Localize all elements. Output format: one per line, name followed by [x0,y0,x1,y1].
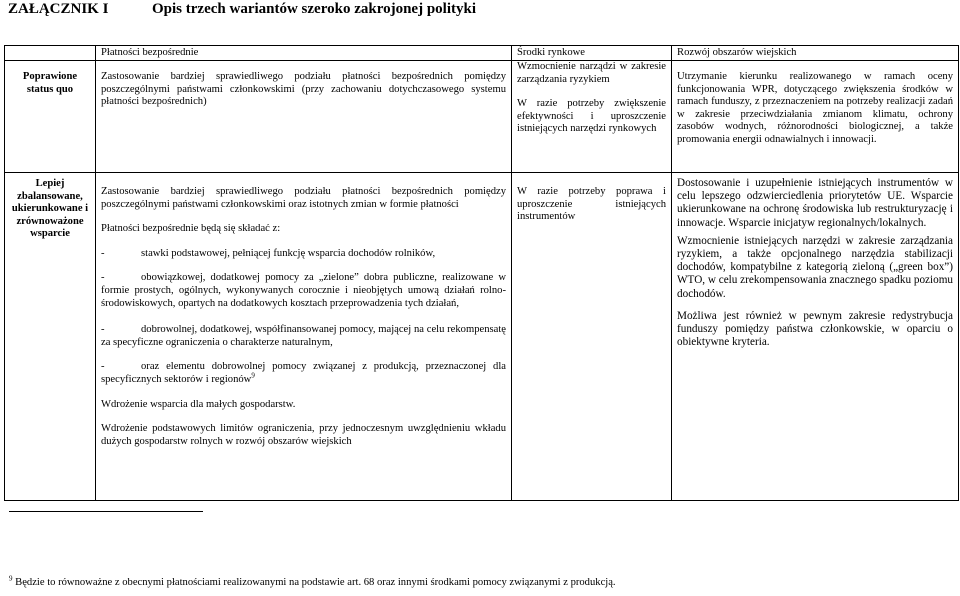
list-item: - obowiązkowej, dodatkowej pomocy za „zielone” dobra publiczne, realizowane w formie prostych, ogólnych, wykonywanych corocznie i nieobjętych umową działań rolno-środowiskowych, opartych na dodatkowych kosztach przeprowadzenia tych działań, [101,272,506,309]
cell-text: Wzmocnienie istniejących narzędzi w zakresie zarządzania ryzykiem, a także opcjonalnego narzędzia stabilizacji dochodów, kompatybilne z kategorią zieloną („green box”) WTO, w celu zrekompensowania znacznego spadku poziomu dochodów. [677,234,953,300]
row-header-balanced-support: Lepiej zbalansowane, ukierunkowane i zrównoważone wsparcie [5,173,96,501]
table-row [5,173,959,501]
cell-direct-payments [96,173,512,501]
table-row [5,61,959,173]
page-header [0,0,960,22]
footnote-text: Będzie to równoważne z obecnymi płatnościami realizowanymi na podstawie art. 68 oraz innymi środkami pomocy związanymi z produkcją. [15,577,616,588]
column-header-direct-payments: Płatności bezpośrednie [96,46,512,61]
cell-text: Wdrożenie wsparcia dla małych gospodarstw. [101,398,296,410]
footnote [9,574,616,588]
footnote-ref: 9 [251,371,255,380]
cell-text: Zastosowanie bardziej sprawiedliwego podziału płatności bezpośrednich pomiędzy poszczególnymi państwami członkowskimi oraz istotnych zmian w formie płatności [101,186,506,210]
list-item: - stawki podstawowej, pełniącej funkcję wsparcia dochodów rolników, [101,247,436,259]
document-title: Opis trzech wariantów szeroko zakrojonej polityki [152,1,477,17]
list-item: - oraz elementu dobrowolnej pomocy związanej z produkcją, przeznaczonej dla specyficznych sektorów i regionów$^9$ [101,361,506,385]
annex-label: ZAŁĄCZNIK I [8,1,109,17]
table-header-row [5,46,959,61]
cell-rural-development [672,61,959,173]
cell-market-measures [512,61,672,173]
cell-text: W razie potrzeby poprawa i uproszczenie istniejących instrumentów [517,186,666,223]
cell-text: Utrzymanie kierunku realizowanego w ramach oceny funkcjonowania WPR, dotyczącego zwiększenia środków w ramach funduszy, z przeznaczeniem na potrzeby realizacji zadań w zakresie przeciwdziałania zmianom klimatu, ochrony zasobów wodnych, różnorodności biologicznej, a także promowania energii odnawialnych i innowacji. [677,71,953,145]
footnote-number: 9 [9,574,13,583]
cell-text: W razie potrzeby zwiększenie efektywności i uproszczenie istniejących narzędzi rynkowych [517,98,666,135]
list-item: - dobrowolnej, dodatkowej, współfinansowanej pomocy, mającej na celu rekompensatę za specyficzne ograniczenia o charakterze naturalnym, [101,324,506,348]
cell-text: Możliwa jest również w pewnym zakresie redystrybucja funduszy pomiędzy państwa członkowskie, w oparciu o obiektywne kryteria. [677,309,953,349]
cell-market-measures [512,173,672,501]
column-header-market-measures: Środki rynkowe [512,46,672,61]
cell-rural-development [672,173,959,501]
cell-text: Płatności bezpośrednie będą się składać z: [101,223,281,235]
cell-direct-payments [96,61,512,173]
column-header-rural-development: Rozwój obszarów wiejskich [672,46,959,61]
row-header-improved-status-quo: Poprawione status quo [5,61,96,173]
corner-cell [5,46,96,61]
cell-text: Wdrożenie podstawowych limitów ograniczenia, przy jednoczesnym uwzględnieniu wkładu dużych gospodarstw rolnych w rozwój obszarów wiejskich [101,423,506,447]
cell-text: Dostosowanie i uzupełnienie istniejących instrumentów w celu lepszego odzwierciedlenia priorytetów UE. Wsparcie ukierunkowane na ochronę środowiska lub restrukturyzację i innowacje. Wsparcie inicjatyw regionalnych/lokalnych. [677,177,953,229]
policy-options-table [4,45,959,501]
footnote-separator [9,511,203,512]
cell-text: Zastosowanie bardziej sprawiedliwego podziału płatności bezpośrednich pomiędzy poszczególnymi państwami członkowskimi (przy zachowaniu dotychczasowego systemu płatności bezpośrednich) [101,71,506,108]
cell-text: Wzmocnienie narządzi w zakresie zarządzania ryzykiem [517,61,666,85]
